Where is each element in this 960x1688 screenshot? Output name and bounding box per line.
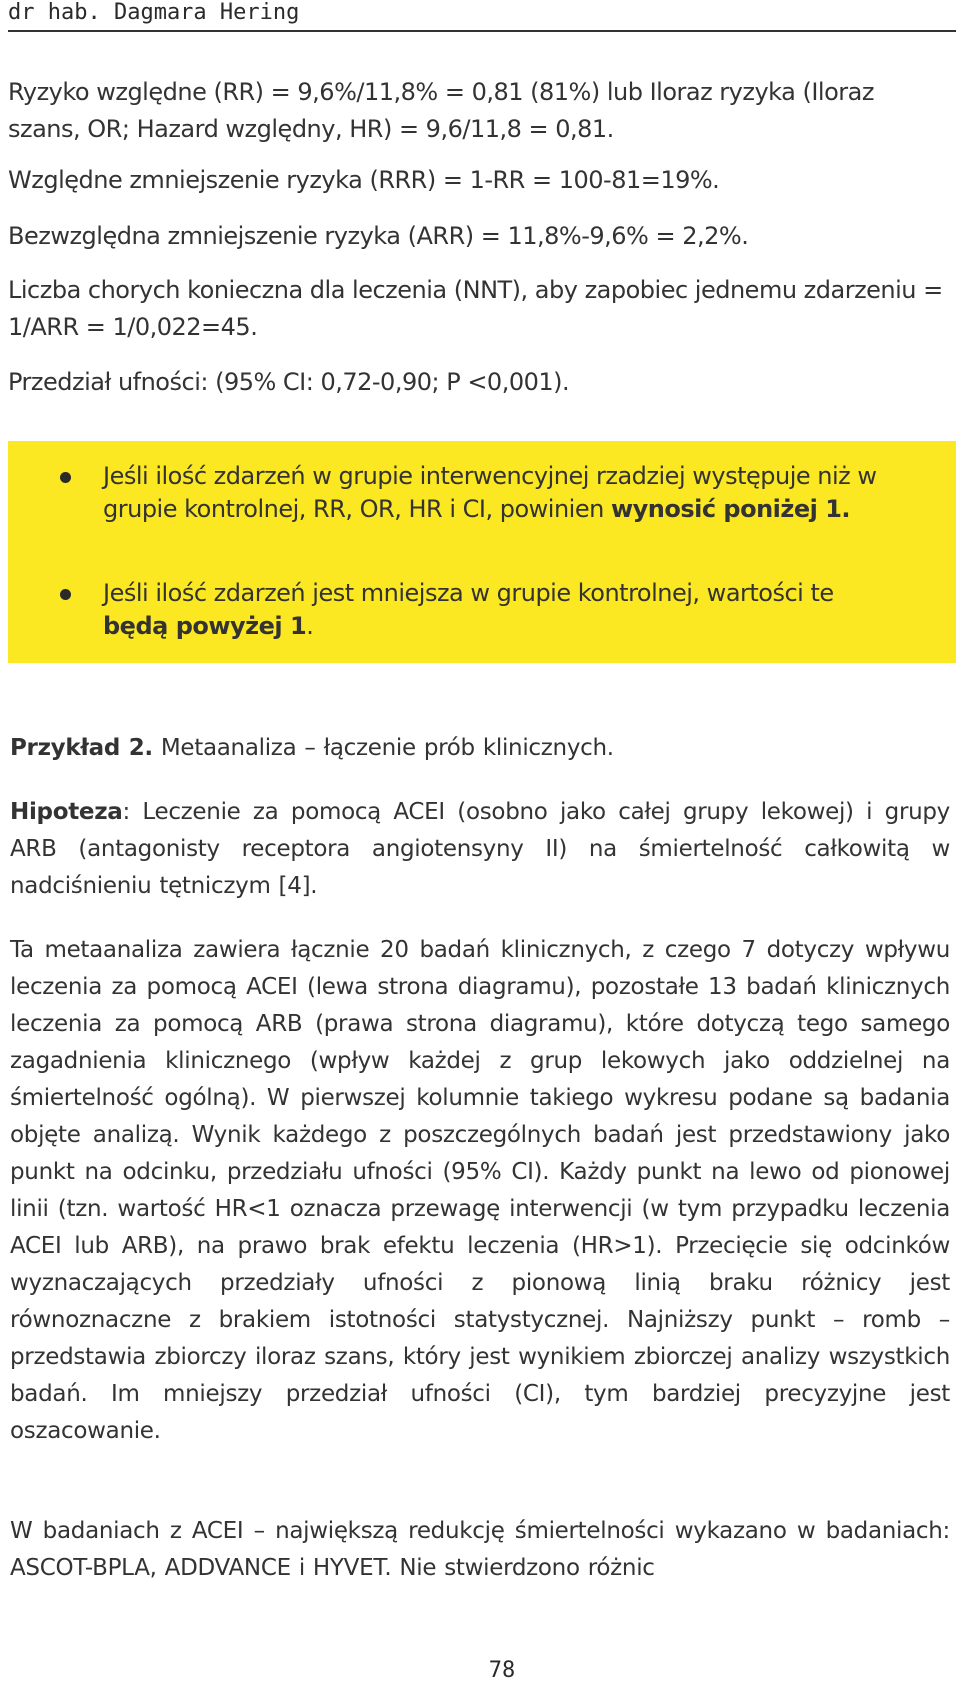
hypothesis-paragraph: Hipoteza: Leczenie za pomocą ACEI (osobno jako całej grupy lekowej) i grupy ARB (antagonisty receptora angiotensyny II) na śmiertelność całkowitą w nadciśnieniu tętniczym [4]. xyxy=(10,799,950,899)
confidence-interval-line: Przedział ufności: (95% CI: 0,72-0,90; P <0,001). xyxy=(8,368,570,396)
arr-line: Bezwzględna zmniejszenie ryzyka (ARR) = 11,8%-9,6% = 2,2%. xyxy=(8,222,749,250)
bullet-icon xyxy=(60,589,71,600)
hypothesis-label: Hipoteza xyxy=(10,799,123,825)
bullet-icon xyxy=(60,472,71,483)
bullet-text-1: Jeśli ilość zdarzeń w grupie interwencyjnej rzadziej występuje niż w grupie kontrolnej, RR, OR, HR i CI, powinien wynosić poniżej 1. xyxy=(103,462,877,523)
rrr-line: Względne zmniejszenie ryzyka (RRR) = 1-RR = 100-81=19%. xyxy=(8,166,720,194)
bullet-text-2: Jeśli ilość zdarzeń jest mniejsza w grupie kontrolnej, wartości te będą powyżej 1. xyxy=(103,579,834,640)
page-number: 78 xyxy=(488,1658,516,1683)
example-heading xyxy=(10,730,950,767)
bullet-emphasis-1: wynosić poniżej 1. xyxy=(610,495,851,523)
bullet-emphasis-2: będą powyżej 1 xyxy=(103,612,307,640)
highlight-box xyxy=(8,441,956,663)
relative-risk-line: Ryzyko względne (RR) = 9,6%/11,8% = 0,81 (81%) lub Iloraz ryzyka (Iloraz szans, OR; Hazard względny, HR) = 9,6/11,8 = 0,81. xyxy=(8,78,874,143)
example-title: Metaanaliza – łączenie prób klinicznych. xyxy=(152,735,614,761)
nnt-line: Liczba chorych konieczna dla leczenia (NNT), aby zapobiec jednemu zdarzeniu = 1/ARR = 1/0,022=45. xyxy=(8,276,943,341)
author-name: dr hab. Dagmara Hering xyxy=(8,0,300,25)
page-header xyxy=(8,0,956,32)
example-label: Przykład 2. xyxy=(10,735,153,761)
body-paragraph-1: Ta metaanaliza zawiera łącznie 20 badań klinicznych, z czego 7 dotyczy wpływu leczenia za pomocą ACEI (lewa strona diagramu), pozostałe 13 badań klinicznych leczenia za pomocą ARB (prawa strona diagramu), które dotyczą tego samego zagadnienia klinicznego (wpływ każdej z grup lekowych jako oddzielnej na śmiertelność ogólną). W pierwszej kolumnie takiego wykresu podane są badania objęte analizą. Wynik każdego z poszczególnych badań jest przedstawiony jako punkt na odcinku, przedziału ufności (95% CI). Każdy punkt na lewo od pionowej linii (tzn. wartość HR<1 oznacza przewagę interwencji (w tym przypadku leczenia ACEI lub ARB), na prawo brak efektu leczenia (HR>1). Przecięcie się odcinków wyznaczających przedziały ufności z pionową linią braku różnicy jest równoznaczne z brakiem istotności statystycznej. Najniższy punkt – romb – przedstawia zbiorczy iloraz szans, który jest wynikiem zbiorczej analizy wszystkich badań. Im mniejszy przedział ufności (CI), tym bardziej precyzyjne jest oszacowanie. xyxy=(10,937,950,1444)
body-paragraph-2: W badaniach z ACEI – największą redukcję śmiertelności wykazano w badaniach: ASCOT-BPLA, ADDVANCE i HYVET. Nie stwierdzono różnic xyxy=(10,1518,950,1581)
